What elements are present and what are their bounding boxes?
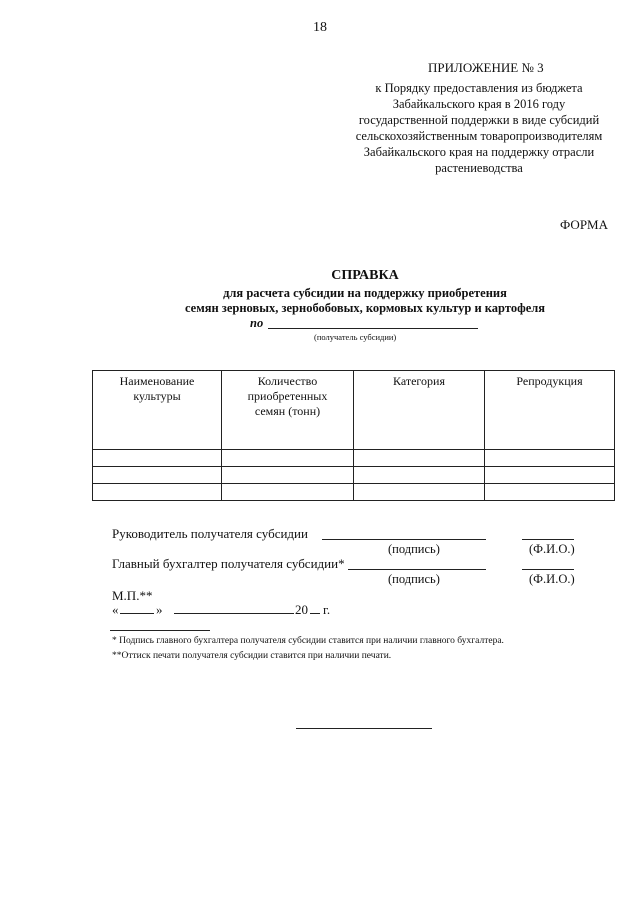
table-cell[interactable]	[354, 467, 485, 484]
table-cell[interactable]	[222, 450, 354, 467]
table-cell[interactable]	[93, 467, 222, 484]
date-month-line[interactable]	[174, 613, 294, 614]
appendix-line: государственной поддержки в виде субсидий	[358, 113, 600, 127]
head-signature-hint: (подпись)	[388, 542, 440, 556]
document-title: СПРАВКА	[331, 268, 399, 283]
table-row	[93, 467, 615, 484]
table-cell[interactable]	[354, 484, 485, 501]
subtitle-line: для расчета субсидии на поддержку приобретения	[223, 286, 507, 300]
table-cell[interactable]	[485, 467, 615, 484]
head-name-hint: (Ф.И.О.)	[529, 542, 575, 556]
header-reproduction: Репродукция	[485, 371, 615, 450]
seed-table	[92, 370, 615, 501]
date-day-line[interactable]	[120, 613, 154, 614]
appendix-line: Забайкальского края в 2016 году	[392, 97, 566, 111]
year-suffix: г.	[323, 602, 331, 617]
year-prefix: 20	[295, 602, 308, 617]
table-cell[interactable]	[93, 450, 222, 467]
table-row	[93, 450, 615, 467]
footnote-accountant: * Подпись главного бухгалтера получателя субсидии ставится при наличии главного бухгалтера.	[112, 636, 504, 646]
appendix-line: растениеводства	[435, 161, 523, 175]
footnote-stamp: **Оттиск печати получателя субсидии ставится при наличии печати.	[112, 651, 392, 661]
head-signatory-label: Руководитель получателя субсидии	[112, 526, 308, 541]
accountant-signature-hint: (подпись)	[388, 572, 440, 586]
footnote-divider	[110, 630, 210, 631]
end-divider	[296, 728, 432, 729]
date-open-quote: «	[112, 602, 119, 617]
recipient-hint: (получатель субсидии)	[314, 332, 397, 342]
page-number: 18	[313, 20, 327, 35]
head-signature-line[interactable]	[322, 539, 486, 540]
header-category: Категория	[354, 371, 485, 450]
date-year-line[interactable]	[310, 613, 320, 614]
accountant-name-line[interactable]	[522, 569, 574, 570]
appendix-line: сельскохозяйственным товаропроизводителям	[355, 129, 603, 143]
table-cell[interactable]	[354, 450, 485, 467]
recipient-field-line[interactable]	[268, 328, 478, 329]
document-subtitle	[0, 286, 640, 316]
header-quantity: Количество приобретенных семян (тонн)	[222, 371, 354, 450]
date-close-quote: »	[156, 602, 163, 617]
header-crop-name: Наименование культуры	[93, 371, 222, 450]
appendix-line: Забайкальского края на поддержку отрасли	[363, 145, 595, 159]
table-cell[interactable]	[222, 467, 354, 484]
stamp-label: М.П.**	[112, 588, 153, 603]
form-label: ФОРМА	[560, 217, 608, 232]
table-cell[interactable]	[485, 450, 615, 467]
head-name-line[interactable]	[522, 539, 574, 540]
accountant-name-hint: (Ф.И.О.)	[529, 572, 575, 586]
accountant-signatory-label: Главный бухгалтер получателя субсидии*	[112, 556, 345, 571]
appendix-line: к Порядку предоставления из бюджета	[375, 81, 583, 95]
table-header-row	[93, 371, 615, 450]
table-cell[interactable]	[485, 484, 615, 501]
table-cell[interactable]	[93, 484, 222, 501]
accountant-signature-line[interactable]	[348, 569, 486, 570]
appendix-title: ПРИЛОЖЕНИЕ № 3	[428, 60, 544, 75]
subtitle-line: семян зерновых, зернобобовых, кормовых культур и картофеля	[184, 301, 546, 315]
po-label: по	[250, 316, 264, 330]
table-cell[interactable]	[222, 484, 354, 501]
table-row	[93, 484, 615, 501]
appendix-description	[350, 80, 608, 176]
